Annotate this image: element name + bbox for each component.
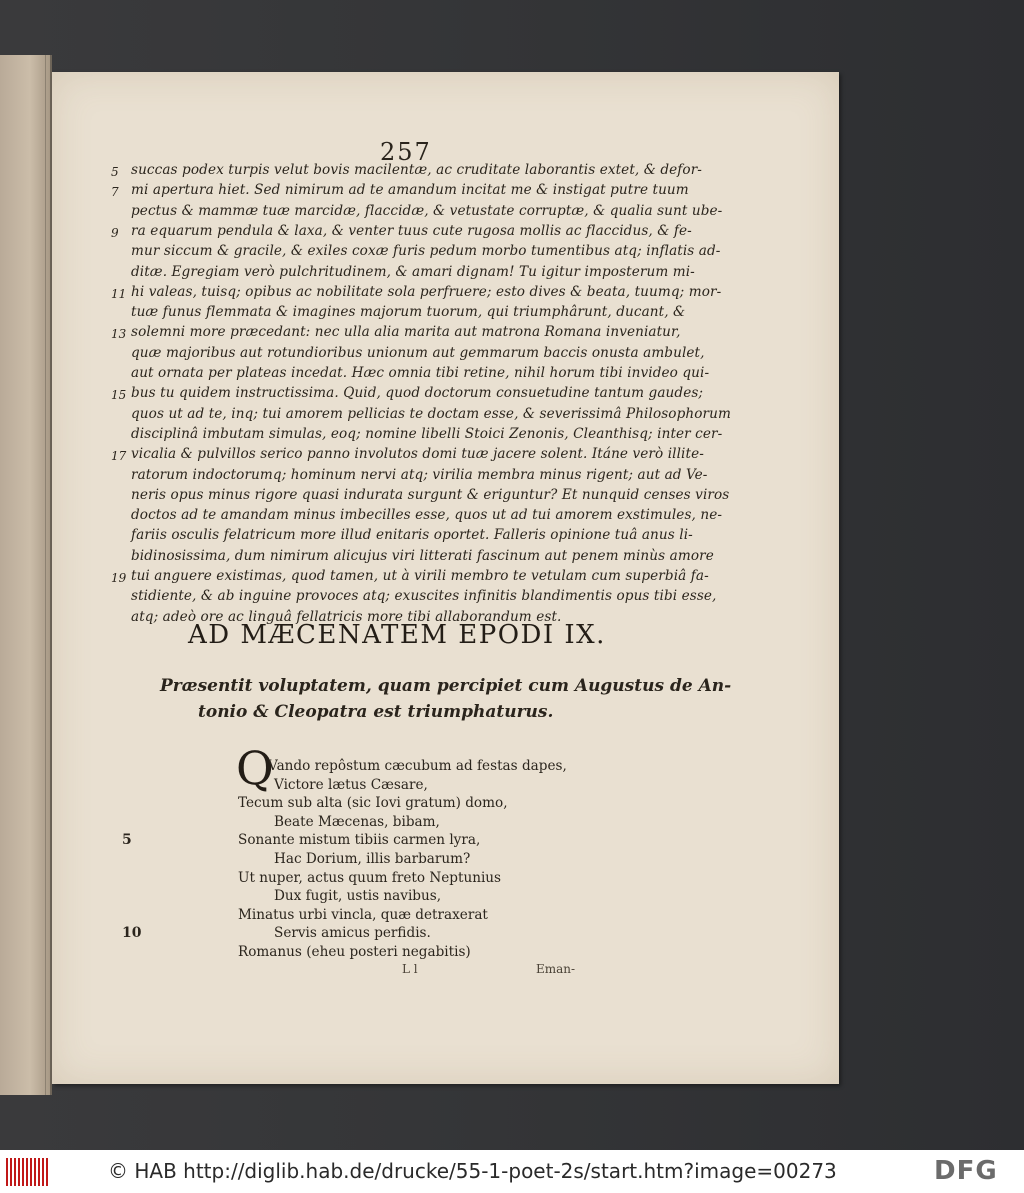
epode-heading: AD MÆCENATEM EPODI IX. [188,620,606,650]
prose-line: bidinosissima, dum nimirum alicujus viri litterati fascinum aut penem minùs amore [131,547,714,564]
verse-line: Minatus urbi vincla, quæ detraxerat [238,906,488,923]
prose-line: solemni more præcedant: nec ulla alia marita aut matrona Romana inveniatur, [131,324,681,341]
prose-line: stidiente, & ab inguine provoces atq; exuscites infinitis blandimentis opus tibi esse, [131,588,717,605]
prose-line: tui anguere existimas, quod tamen, ut à virili membro te vetulam cum superbiâ fa- [131,568,709,584]
prose-line: mur siccum & gracile, & exiles coxæ furis pedum morbo tumentibus atq; inflatis ad- [131,243,721,260]
drop-cap: Q [236,741,274,795]
verse-line: Ut nuper, actus quum freto Neptunius [238,869,502,886]
viewer-footer [0,1150,1024,1193]
verse-line: Dux fugit, ustis navibus, [274,888,442,905]
dfg-logo: DFG [934,1156,998,1186]
verse-number: 10 [122,925,142,942]
prose-line: atq; adeò ore ac linguâ fellatricis more tibi allaborandum est. [131,608,562,625]
verse-line: Servis amicus perfidis. [274,925,431,942]
prose-line: hi valeas, tuisq; opibus ac nobilitate sola perfruere; esto dives & beata, tuumq; mor- [131,283,722,300]
verse-line: Romanus (eheu posteri negabitis) [238,944,471,960]
prose-line: pectus & mammæ tuæ marcidæ, flaccidæ, & vetustate corruptæ, & qualia sunt ube- [131,202,723,219]
verse-line: Tecum sub alta (sic Iovi gratum) domo, [238,795,508,812]
page-number: 257 [380,138,432,166]
line-number: 17 [111,449,127,464]
argument-line-2: tonio & Cleopatra est triumphaturus. [198,702,554,722]
prose-line: ratorum indoctorumq; hominum nervi atq; virilia membra minus rigent; aut ad Ve- [131,466,708,483]
prose-line: disciplinâ imbutam simulas, eoq; nomine libelli Stoici Zenonis, Cleanthisq; inter cer- [131,425,723,442]
prose-line: mi apertura hiet. Sed nimirum ad te amandum incitat me & instigat putre tuum [131,182,689,199]
prose-line: quæ majoribus aut rotundioribus unionum aut gemmarum baccis onusta ambulet, [131,344,705,361]
line-number: 9 [111,225,119,240]
prose-line: doctos ad te amandam minus imbecilles esse, quos ut ad tui amorem exstimules, ne- [131,507,723,524]
catchword: Eman- [536,962,576,976]
verse-line: Vando repôstum cæcubum ad festas dapes, [268,758,567,774]
verse-line: Hac Dorium, illis barbarum? [274,851,471,867]
line-number: 11 [111,286,127,301]
prose-line: fariis osculis felatricum more illud enitaris oportet. Falleris opinione tuâ anus li- [131,527,693,544]
signature-mark: L l [402,962,418,976]
prose-line: quos ut ad te, inq; tui amorem pellicias te doctam esse, & severissimâ Philosophorum [131,405,731,422]
prose-line: tuæ funus flemmata & imagines majorum tuorum, qui triumphârunt, ducant, & [131,304,686,321]
line-number: 13 [111,327,127,342]
previous-page-edge [0,55,52,1095]
prose-line: vicalia & pulvillos serico panno involutos domi tuæ jacere solent. Itáne verò illite- [131,446,704,463]
verse-number: 5 [122,832,132,849]
source-link[interactable]: © HAB http://diglib.hab.de/drucke/55-1-poet-2s/start.htm?image=00273 [108,1159,837,1183]
verse-line: Sonante mistum tibiis carmen lyra, [238,832,481,849]
line-number: 19 [111,571,127,585]
prose-line: ditæ. Egregiam verò pulchritudinem, & amari dignam! Tu igitur imposterum mi- [131,263,695,280]
prose-line: aut ornata per plateas incedat. Hæc omnia tibi retine, nihil horum tibi invideo qui- [131,365,710,381]
hab-barcode-icon [6,1158,48,1186]
prose-line: succas podex turpis velut bovis macilentæ, ac cruditate laborantis extet, & defor- [131,162,702,178]
prose-line: bus tu quidem instructissima. Quid, quod doctorum consuetudine tantum gaudes; [131,385,704,402]
prose-line: neris opus minus rigore quasi indurata surgunt & eriguntur? Et nunquid censes viros [131,486,730,503]
line-number: 7 [111,185,119,200]
line-number: 5 [111,165,119,179]
verse-line: Beate Mæcenas, bibam, [274,813,440,830]
line-number: 15 [111,388,127,403]
prose-line: ra equarum pendula & laxa, & venter tuus cute rugosa mollis ac flaccidus, & fe- [131,222,692,239]
verse-line: Victore lætus Cæsare, [274,776,428,793]
argument-line-1: Præsentit voluptatem, quam percipiet cum Augustus de An- [160,676,732,696]
